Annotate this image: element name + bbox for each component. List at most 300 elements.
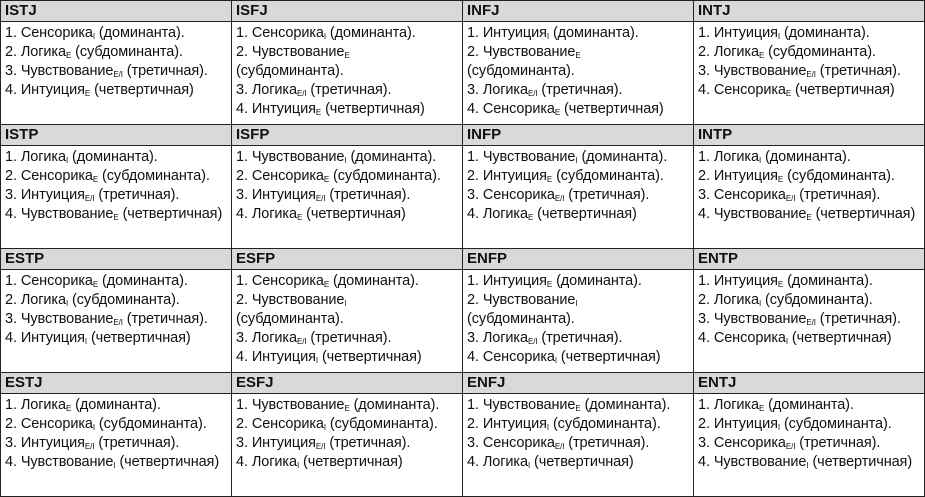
function-role: (субдоминанта). (467, 311, 575, 327)
function-name: Сенсорика (713, 330, 786, 346)
function-attitude: E (92, 280, 99, 289)
function-attitude: E/I (785, 194, 796, 203)
function-attitude: E (65, 51, 72, 60)
function-role: (третичная). (126, 63, 208, 79)
function-rank: 2. (698, 44, 710, 60)
functions-cell (1, 394, 232, 497)
function-rank: 4. (5, 206, 17, 222)
function-line (236, 415, 458, 434)
function-line (467, 24, 689, 43)
function-role: (четвертичная) (119, 454, 220, 470)
functions-row (1, 22, 925, 125)
type-code-cell (463, 1, 694, 22)
function-role: (четвертичная) (812, 454, 913, 470)
function-rank: 2. (467, 168, 479, 184)
function-name: Чувствование (482, 397, 576, 413)
function-rank: 2. (467, 292, 479, 308)
function-role: (четвертичная) (321, 349, 422, 365)
function-role: (субдоминанта). (75, 44, 183, 60)
function-role: (третичная). (329, 435, 411, 451)
function-role: (четвертичная) (795, 82, 895, 98)
function-role: (четвертичная) (815, 206, 916, 222)
type-code-cell (232, 373, 463, 394)
function-attitude: I (554, 356, 557, 365)
function-attitude: E/I (84, 194, 95, 203)
function-role: (субдоминанта). (333, 168, 441, 184)
function-attitude: E/I (785, 442, 796, 451)
function-name: Сенсорика (482, 187, 555, 203)
function-role: (четвертичная) (537, 206, 637, 222)
function-name: Чувствование (251, 292, 345, 308)
function-role: (доминанта). (556, 273, 642, 289)
functions-cell (232, 22, 463, 125)
type-code-cell (694, 1, 925, 22)
function-name: Сенсорика (251, 25, 324, 41)
function-rank: 3. (236, 82, 248, 98)
function-line (467, 81, 689, 100)
function-name: Логика (482, 454, 528, 470)
function-name: Чувствование (713, 311, 807, 327)
function-name: Сенсорика (482, 349, 555, 365)
function-name: Сенсорика (20, 273, 93, 289)
function-line (698, 396, 920, 415)
type-code: ISTJ (5, 2, 37, 19)
function-rank: 2. (236, 292, 248, 308)
function-line (467, 434, 689, 453)
type-code-cell (694, 125, 925, 146)
function-attitude: I (84, 337, 88, 346)
function-attitude: E/I (554, 442, 565, 451)
function-role: (доминанта). (552, 25, 639, 41)
function-rank: 2. (236, 44, 248, 60)
function-role: (субдоминанта). (556, 168, 664, 184)
type-code-cell (232, 249, 463, 270)
function-line (236, 43, 458, 81)
function-role: (доминанта). (350, 149, 437, 165)
function-attitude: I (777, 423, 781, 432)
function-line (467, 348, 689, 367)
function-role: (четвертичная) (325, 101, 425, 117)
function-rank: 4. (698, 206, 710, 222)
function-attitude: I (315, 356, 319, 365)
function-rank: 3. (698, 435, 710, 451)
function-attitude: E/I (296, 337, 307, 346)
function-rank: 1. (5, 273, 17, 289)
functions-row (1, 270, 925, 373)
function-role: (субдоминанта). (467, 63, 575, 79)
functions-cell (463, 146, 694, 249)
function-role: (субдоминанта). (329, 416, 438, 432)
function-attitude: E/I (806, 318, 816, 327)
function-role: (субдоминанта). (552, 416, 661, 432)
function-rank: 1. (236, 149, 248, 165)
functions-cell (1, 146, 232, 249)
function-line (698, 43, 920, 62)
function-name: Интуиция (251, 101, 316, 117)
function-attitude: I (758, 299, 762, 308)
function-line (698, 62, 920, 81)
function-attitude: E (344, 404, 350, 413)
function-line (698, 291, 920, 310)
function-rank: 1. (698, 273, 710, 289)
type-code: ENTP (698, 250, 739, 267)
function-line (698, 186, 920, 205)
function-line (467, 291, 689, 329)
type-code: ENTJ (698, 374, 737, 391)
type-code: ISFJ (236, 2, 268, 19)
function-line (698, 453, 920, 472)
function-line (467, 205, 689, 224)
function-name: Чувствование (251, 149, 345, 165)
type-code-cell (232, 125, 463, 146)
function-role: (третичная). (126, 311, 208, 327)
function-line (236, 205, 458, 224)
function-name: Интуиция (20, 330, 85, 346)
function-rank: 3. (698, 311, 710, 327)
function-role: (третичная). (541, 82, 623, 98)
function-line (5, 272, 227, 291)
type-code: ESFJ (236, 374, 274, 391)
type-code: ESTP (5, 250, 45, 267)
function-rank: 2. (5, 168, 17, 184)
function-role: (доминанта). (98, 25, 185, 41)
function-line (698, 434, 920, 453)
functions-cell (1, 22, 232, 125)
function-name: Сенсорика (482, 101, 555, 117)
function-rank: 1. (5, 397, 17, 413)
function-attitude: E (554, 108, 561, 117)
function-rank: 1. (467, 149, 479, 165)
type-code-cell (694, 373, 925, 394)
function-rank: 1. (467, 397, 479, 413)
function-line (236, 291, 458, 329)
function-name: Интуиция (482, 168, 547, 184)
function-attitude: E (777, 175, 784, 184)
function-attitude: I (344, 156, 347, 165)
function-name: Чувствование (713, 206, 807, 222)
function-role: (субдоминанта). (787, 168, 895, 184)
function-role: (четвертичная) (303, 454, 403, 470)
function-line (5, 291, 227, 310)
function-attitude: E (527, 213, 534, 222)
function-line (5, 24, 227, 43)
function-attitude: I (65, 299, 69, 308)
function-rank: 2. (467, 416, 479, 432)
function-role: (субдоминанта). (236, 311, 344, 327)
functions-cell (694, 394, 925, 497)
function-line (5, 396, 227, 415)
type-code: ISFP (236, 126, 270, 143)
function-rank: 2. (236, 168, 248, 184)
function-role: (доминанта). (72, 149, 158, 165)
function-line (5, 310, 227, 329)
function-attitude: I (546, 32, 550, 41)
function-line (5, 148, 227, 167)
type-code: ENFP (467, 250, 508, 267)
function-name: Чувствование (482, 292, 576, 308)
function-name: Чувствование (20, 63, 114, 79)
function-attitude: E (806, 213, 812, 222)
function-rank: 1. (236, 397, 248, 413)
function-role: (доминанта). (333, 273, 419, 289)
function-name: Интуиция (251, 349, 316, 365)
function-attitude: E (546, 175, 553, 184)
function-rank: 3. (698, 63, 710, 79)
type-code: INTJ (698, 2, 731, 19)
function-role: (доминанта). (581, 149, 668, 165)
function-rank: 1. (698, 149, 710, 165)
function-rank: 4. (236, 454, 248, 470)
function-rank: 4. (698, 330, 710, 346)
function-name: Интуиция (20, 82, 85, 98)
function-line (698, 415, 920, 434)
function-line (236, 81, 458, 100)
functions-cell (463, 22, 694, 125)
function-name: Интуиция (20, 187, 85, 203)
function-attitude: E/I (527, 89, 538, 98)
function-rank: 1. (698, 25, 710, 41)
function-name: Сенсорика (20, 416, 93, 432)
function-rank: 3. (236, 330, 248, 346)
function-role: (четвертичная) (791, 330, 892, 346)
function-name: Логика (20, 44, 66, 60)
function-attitude: E (296, 213, 303, 222)
function-rank: 4. (698, 82, 710, 98)
function-role: (четвертичная) (122, 206, 223, 222)
function-line (698, 167, 920, 186)
function-role: (третичная). (98, 187, 180, 203)
function-role: (третичная). (819, 311, 901, 327)
function-role: (третичная). (568, 187, 650, 203)
type-code: ESTJ (5, 374, 43, 391)
function-attitude: E/I (84, 442, 95, 451)
function-attitude: E/I (113, 70, 123, 79)
function-role: (субдоминанта). (236, 63, 344, 79)
function-line (236, 348, 458, 367)
function-name: Логика (251, 454, 297, 470)
function-rank: 2. (698, 416, 710, 432)
function-line (467, 43, 689, 81)
function-line (698, 310, 920, 329)
function-role: (четвертичная) (534, 454, 634, 470)
function-name: Чувствование (482, 149, 576, 165)
function-attitude: E (575, 51, 581, 60)
function-name: Логика (20, 292, 66, 308)
function-line (467, 453, 689, 472)
function-name: Чувствование (20, 206, 114, 222)
function-line (467, 148, 689, 167)
function-rank: 4. (5, 82, 17, 98)
function-rank: 2. (5, 292, 17, 308)
type-code-cell (232, 1, 463, 22)
function-name: Интуиция (20, 435, 85, 451)
function-attitude: I (785, 337, 788, 346)
function-name: Логика (20, 149, 66, 165)
type-code-cell (1, 125, 232, 146)
function-rank: 4. (5, 330, 17, 346)
function-line (236, 148, 458, 167)
function-rank: 4. (236, 101, 248, 117)
function-role: (третичная). (799, 187, 881, 203)
function-line (236, 167, 458, 186)
function-rank: 2. (698, 168, 710, 184)
function-line (467, 167, 689, 186)
function-name: Логика (713, 397, 759, 413)
function-attitude: I (777, 32, 781, 41)
functions-cell (232, 146, 463, 249)
function-rank: 4. (236, 206, 248, 222)
type-code: ENFJ (467, 374, 506, 391)
functions-cell (1, 270, 232, 373)
function-name: Интуиция (713, 168, 778, 184)
function-attitude: E (546, 280, 553, 289)
function-line (467, 329, 689, 348)
function-rank: 4. (467, 101, 479, 117)
functions-row (1, 394, 925, 497)
function-attitude: E (113, 213, 119, 222)
header-row (1, 373, 925, 394)
function-attitude: E (323, 175, 330, 184)
function-name: Интуиция (251, 435, 316, 451)
function-rank: 3. (5, 311, 17, 327)
function-name: Сенсорика (713, 435, 786, 451)
function-line (698, 205, 920, 224)
function-attitude: I (546, 423, 550, 432)
function-role: (субдоминанта). (768, 44, 876, 60)
function-attitude: E/I (315, 442, 326, 451)
function-role: (третичная). (799, 435, 881, 451)
function-role: (четвертичная) (560, 349, 661, 365)
function-name: Сенсорика (20, 25, 93, 41)
function-role: (субдоминанта). (72, 292, 180, 308)
function-attitude: I (92, 423, 95, 432)
function-line (236, 396, 458, 415)
function-attitude: I (323, 32, 326, 41)
function-rank: 3. (467, 82, 479, 98)
functions-cell (232, 270, 463, 373)
function-attitude: E/I (113, 318, 123, 327)
type-code-cell (694, 249, 925, 270)
function-line (5, 434, 227, 453)
function-line (5, 81, 227, 100)
function-line (698, 272, 920, 291)
function-role: (четвертичная) (94, 82, 194, 98)
function-rank: 3. (236, 187, 248, 203)
function-rank: 3. (5, 63, 17, 79)
function-attitude: E (344, 51, 350, 60)
function-rank: 2. (467, 44, 479, 60)
type-code-cell (463, 249, 694, 270)
function-rank: 1. (698, 397, 710, 413)
function-line (5, 329, 227, 348)
function-role: (третичная). (819, 63, 901, 79)
function-attitude: E (92, 175, 99, 184)
function-attitude: I (806, 461, 809, 470)
function-attitude: E (315, 108, 322, 117)
type-code: INTP (698, 126, 733, 143)
function-role: (третичная). (98, 435, 180, 451)
function-role: (субдоминанта). (783, 416, 892, 432)
function-line (698, 148, 920, 167)
function-name: Интуиция (482, 416, 547, 432)
type-code-cell (463, 125, 694, 146)
function-rank: 2. (5, 44, 17, 60)
function-line (236, 453, 458, 472)
functions-row (1, 146, 925, 249)
function-line (467, 415, 689, 434)
functions-cell (463, 270, 694, 373)
function-role: (доминанта). (787, 273, 873, 289)
function-line (467, 396, 689, 415)
function-name: Интуиция (713, 416, 778, 432)
function-rank: 3. (5, 435, 17, 451)
function-rank: 2. (236, 416, 248, 432)
functions-cell (232, 394, 463, 497)
function-attitude: I (575, 156, 578, 165)
type-code: ESFP (236, 250, 276, 267)
function-role: (третичная). (329, 187, 411, 203)
function-attitude: E (777, 280, 784, 289)
function-rank: 3. (698, 187, 710, 203)
function-name: Сенсорика (482, 435, 555, 451)
function-attitude: I (527, 461, 531, 470)
function-role: (доминанта). (329, 25, 416, 41)
function-name: Чувствование (251, 44, 345, 60)
function-attitude: I (65, 156, 69, 165)
function-rank: 3. (467, 435, 479, 451)
function-rank: 2. (5, 416, 17, 432)
header-row (1, 1, 925, 22)
functions-cell (694, 22, 925, 125)
function-line (467, 100, 689, 119)
function-rank: 1. (467, 273, 479, 289)
function-name: Интуиция (713, 25, 778, 41)
function-role: (доминанта). (102, 273, 188, 289)
function-line (5, 43, 227, 62)
function-attitude: E/I (527, 337, 538, 346)
function-name: Логика (482, 330, 528, 346)
type-code: INFJ (467, 2, 500, 19)
function-line (5, 415, 227, 434)
function-name: Чувствование (713, 454, 807, 470)
function-role: (доминанта). (768, 397, 854, 413)
function-rank: 2. (698, 292, 710, 308)
function-line (236, 186, 458, 205)
function-name: Логика (713, 292, 759, 308)
type-code-cell (1, 249, 232, 270)
function-attitude: E (758, 404, 765, 413)
function-attitude: E (575, 404, 581, 413)
function-role: (доминанта). (783, 25, 870, 41)
function-rank: 3. (467, 187, 479, 203)
function-line (236, 329, 458, 348)
function-line (5, 167, 227, 186)
function-name: Чувствование (251, 397, 345, 413)
function-rank: 4. (698, 454, 710, 470)
function-rank: 4. (236, 349, 248, 365)
function-rank: 3. (236, 435, 248, 451)
function-line (236, 434, 458, 453)
function-line (698, 81, 920, 100)
function-name: Логика (482, 206, 528, 222)
type-code: ISTP (5, 126, 39, 143)
function-role: (субдоминанта). (765, 292, 873, 308)
function-line (5, 62, 227, 81)
function-name: Логика (251, 330, 297, 346)
function-name: Логика (251, 82, 297, 98)
function-attitude: E/I (554, 194, 565, 203)
function-attitude: E (65, 404, 72, 413)
